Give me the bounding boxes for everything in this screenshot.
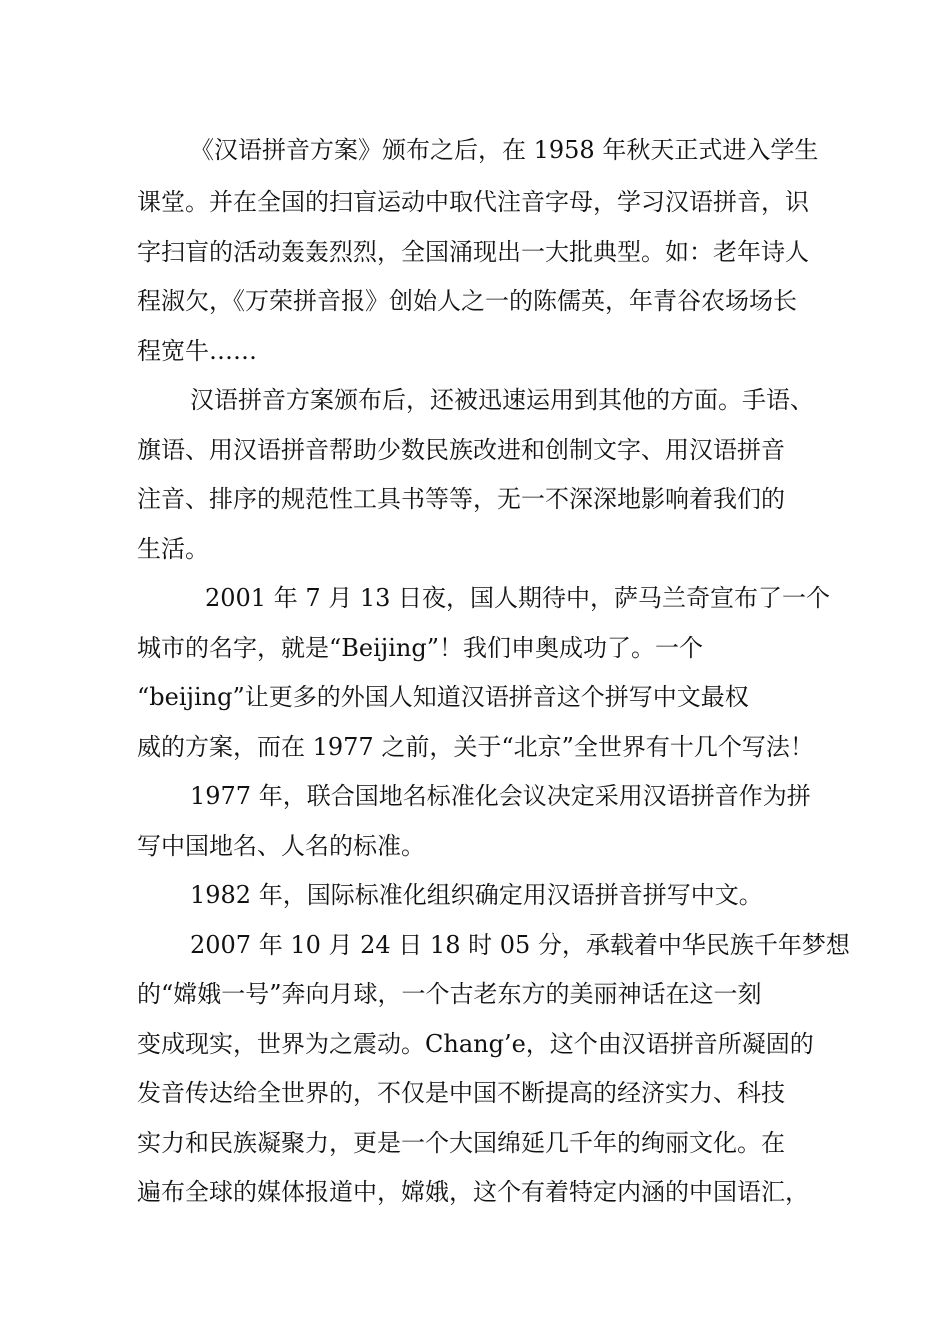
text-line: 课堂。并在全国的扫盲运动中取代注音字母，学习汉语拼音，识	[137, 188, 809, 216]
text-line: 程宽牛……	[137, 337, 257, 365]
text-line: 实力和民族凝聚力，更是一个大国绵延几千年的绚丽文化。在	[137, 1129, 785, 1157]
text-line: 2007 年 10 月 24 日 18 时 05 分，承载着中华民族千年梦想	[190, 931, 850, 959]
text-line: 生活。	[137, 535, 209, 563]
text-line: 《汉语拼音方案》颁布之后，在 1958 年秋天正式进入学生	[190, 136, 819, 164]
text-line: 1977 年，联合国地名标准化会议决定采用汉语拼音作为拼	[190, 782, 811, 810]
text-line: 程淑欠，《万荣拼音报》创始人之一的陈儒英，年青谷农场场长	[137, 287, 797, 315]
text-line: “beijing”让更多的外国人知道汉语拼音这个拼写中文最权	[137, 683, 749, 711]
text-line: 注音、排序的规范性工具书等等，无一不深深地影响着我们的	[137, 485, 785, 513]
text-line: 威的方案，而在 1977 之前，关于“北京”全世界有十几个写法！	[137, 733, 814, 761]
text-line: 汉语拼音方案颁布后，还被迅速运用到其他的方面。手语、	[190, 386, 814, 414]
text-line: 的“嫦娥一号”奔向月球，一个古老东方的美丽神话在这一刻	[137, 980, 762, 1008]
text-line: 变成现实，世界为之震动。Chang’e，这个由汉语拼音所凝固的	[137, 1030, 814, 1058]
text-line: 写中国地名、人名的标准。	[137, 832, 425, 860]
text-line: 城市的名字，就是“Beijing”！我们申奥成功了。一个	[137, 634, 703, 662]
text-line: 1982 年，国际标准化组织确定用汉语拼音拼写中文。	[190, 881, 763, 909]
text-line: 遍布全球的媒体报道中，嫦娥，这个有着特定内涵的中国语汇，	[137, 1178, 809, 1206]
text-line: 发音传达给全世界的，不仅是中国不断提高的经济实力、科技	[137, 1079, 785, 1107]
text-line: 2001 年 7 月 13 日夜，国人期待中，萨马兰奇宣布了一个	[205, 584, 831, 612]
text-line: 字扫盲的活动轰轰烈烈，全国涌现出一大批典型。如：老年诗人	[137, 238, 809, 266]
text-line: 旗语、用汉语拼音帮助少数民族改进和创制文字、用汉语拼音	[137, 436, 785, 464]
